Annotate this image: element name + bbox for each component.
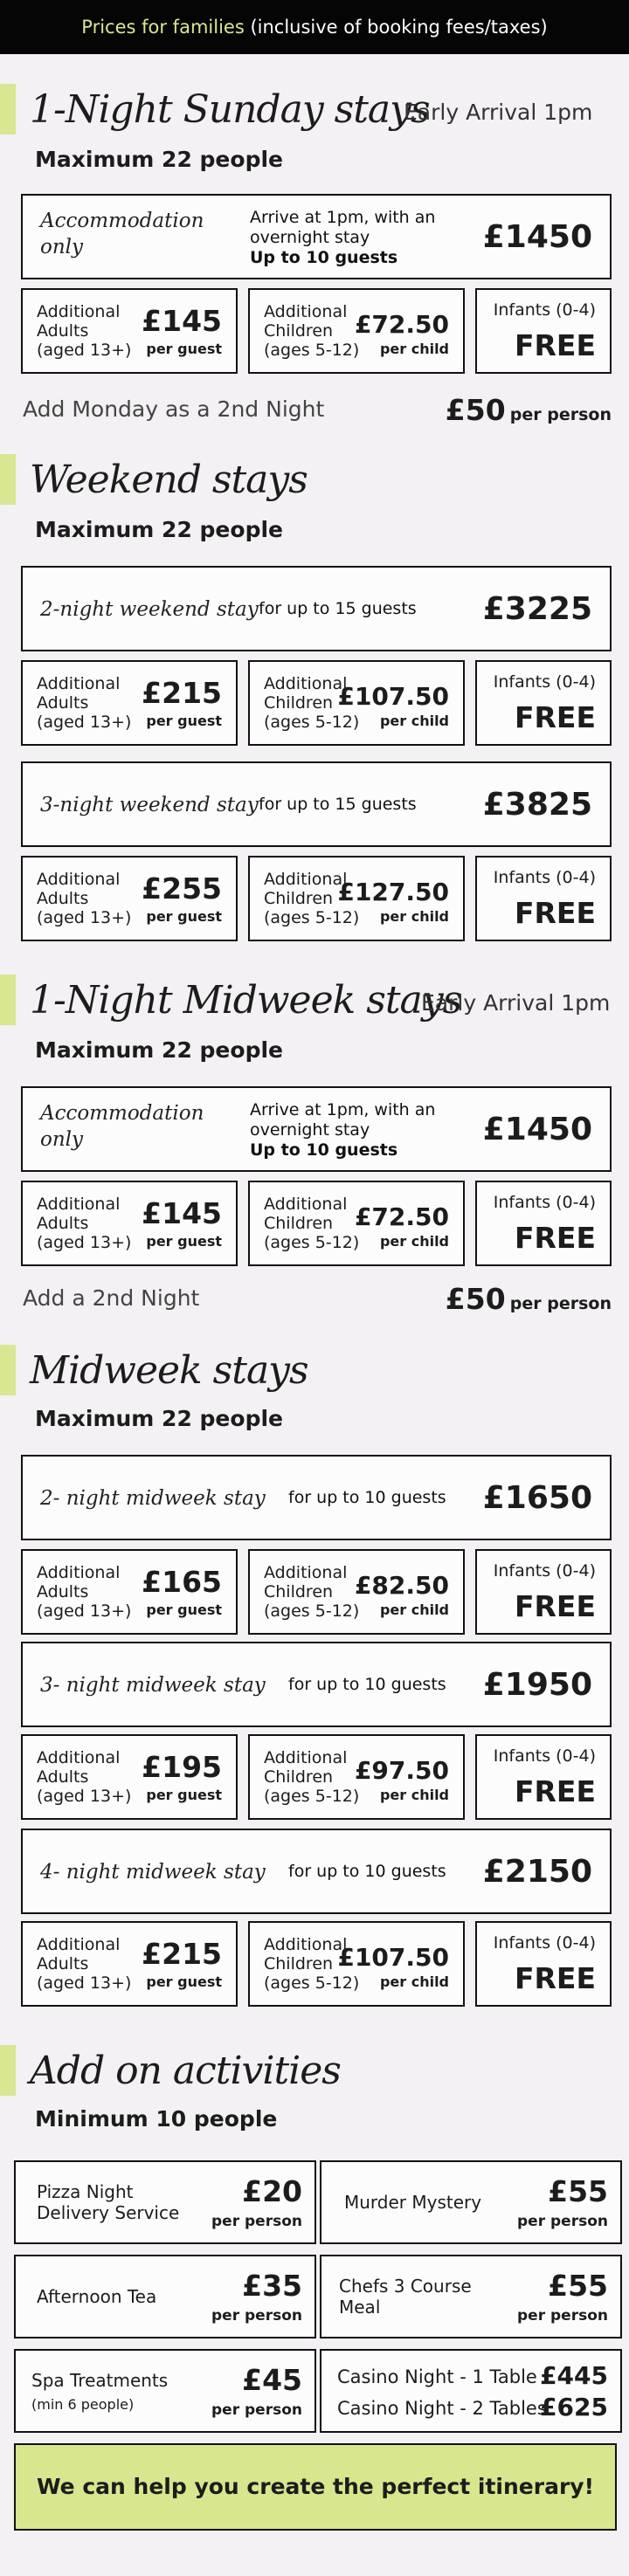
accent-bar [0, 2045, 16, 2096]
activity-unit: per person [517, 2307, 608, 2325]
desc-line: overnight stay [250, 228, 370, 247]
children-price: £72.50 [354, 1202, 449, 1231]
children-unit: per child [379, 713, 449, 729]
children-price-card [248, 1181, 465, 1266]
activity-price: £35 [242, 2269, 302, 2303]
adults-price-card [21, 856, 238, 941]
children-price-card [248, 1921, 465, 2007]
children-price: £72.50 [354, 310, 449, 339]
itinerary-cta-banner[interactable]: We can help you create the perfect itinerary! [14, 2443, 617, 2531]
infants-price: FREE [514, 700, 596, 734]
casino-row-2 [337, 2393, 608, 2421]
adults-price-card [21, 660, 238, 746]
activity-label: Chefs 3 Course Meal [339, 2276, 472, 2318]
stay-price: £2150 [482, 1854, 592, 1890]
stay-card [21, 1086, 612, 1172]
children-unit: per child [379, 908, 449, 925]
children-label: Additional Children (ages 5-12) [264, 870, 360, 927]
children-label: Additional Children (ages 5-12) [264, 1195, 360, 1252]
activity-price: £20 [242, 2174, 302, 2208]
adults-price-card [21, 1734, 238, 1820]
activity-label: Murder Mystery [344, 2192, 482, 2213]
activity-price: £45 [242, 2363, 302, 2397]
stay-price: £1450 [482, 1112, 592, 1147]
adults-label: Additional Adults (aged 13+) [37, 1935, 132, 1993]
infants-label: Infants (0-4) [493, 868, 596, 887]
stay-card [21, 1642, 612, 1727]
adults-label: Additional Adults (aged 13+) [37, 674, 132, 732]
section-subheading: Early Arrival 1pm [404, 100, 593, 125]
adults-label: Additional Adults (aged 13+) [37, 870, 132, 927]
addon-unit: per person [509, 405, 612, 424]
adults-price-card [21, 1181, 238, 1266]
infants-price: FREE [514, 1961, 596, 1995]
children-price: £107.50 [337, 1943, 449, 1972]
children-unit: per child [379, 1787, 449, 1803]
adults-price-card [21, 1549, 238, 1635]
section-heading: 1-Night Sunday stays [30, 87, 430, 132]
casino-label: Casino Night - 1 Table [337, 2366, 537, 2387]
adults-label: Additional Adults (aged 13+) [37, 1195, 132, 1252]
section-title-weekend [0, 454, 629, 506]
activity-unit: per person [211, 2401, 302, 2419]
section-heading: Add on activities [30, 2049, 341, 2093]
capacity-text: Minimum 10 people [35, 2106, 278, 2132]
children-price-card [248, 1734, 465, 1820]
desc-line: overnight stay [250, 1120, 370, 1140]
stay-description [250, 208, 435, 268]
infants-label: Infants (0-4) [493, 1933, 596, 1953]
infants-price-card [475, 1734, 612, 1820]
children-unit: per child [379, 1601, 449, 1618]
children-unit: per child [379, 1233, 449, 1250]
stay-description: for up to 10 guests [288, 1488, 446, 1507]
activity-label: Pizza Night Delivery Service [37, 2181, 180, 2223]
children-price-card [248, 1549, 465, 1635]
accent-bar [0, 1345, 16, 1395]
children-price-card [248, 660, 465, 746]
adults-label: Additional Adults (aged 13+) [37, 1563, 132, 1621]
adults-unit: per guest [146, 908, 222, 925]
infants-price-card [475, 1549, 612, 1635]
adults-price: £165 [142, 1565, 222, 1599]
activity-unit: per person [211, 2213, 302, 2230]
adults-unit: per guest [146, 1787, 222, 1803]
children-label: Additional Children (ages 5-12) [264, 302, 360, 360]
capacity-text: Maximum 22 people [35, 517, 283, 542]
activity-casino-card [320, 2349, 622, 2433]
infants-price-card [475, 1181, 612, 1266]
adults-price: £145 [142, 1196, 222, 1230]
activity-label: Spa Treatments (min 6 people) [31, 2370, 168, 2415]
adults-price: £215 [142, 676, 222, 710]
adults-unit: per guest [146, 1233, 222, 1250]
infants-price: FREE [514, 896, 596, 930]
addon-line [23, 393, 612, 427]
activity-chefs-meal-card [320, 2255, 622, 2338]
stay-name: 2-night weekend stay [40, 598, 259, 621]
infants-price: FREE [514, 1774, 596, 1808]
infants-label: Infants (0-4) [493, 672, 596, 692]
stay-name [40, 208, 204, 260]
capacity-text: Maximum 22 people [35, 1406, 283, 1431]
activity-pizza-card [14, 2160, 316, 2244]
children-price: £107.50 [337, 682, 449, 711]
infants-price-card [475, 660, 612, 746]
stay-name-text: Accommodation only [40, 1102, 204, 1151]
guest-limit: Up to 10 guests [250, 1140, 398, 1160]
adults-price: £255 [142, 871, 222, 906]
casino-label: Casino Night - 2 Tables [337, 2398, 547, 2419]
activity-price: £55 [548, 2174, 608, 2208]
infants-price: FREE [514, 328, 596, 362]
children-price: £97.50 [354, 1756, 449, 1785]
infants-price: FREE [514, 1221, 596, 1255]
infants-price: FREE [514, 1589, 596, 1623]
stay-name: 4- night midweek stay [40, 1861, 266, 1884]
addon-unit: per person [509, 1294, 612, 1313]
stay-description: for up to 15 guests [259, 795, 417, 814]
activity-label: Afternoon Tea [37, 2286, 157, 2307]
addon-text: Add a 2nd Night [23, 1285, 200, 1311]
activity-unit: per person [517, 2213, 608, 2230]
casino-row-1 [337, 2361, 608, 2389]
activity-spa-card [14, 2349, 316, 2433]
adults-price: £195 [142, 1750, 222, 1784]
accent-bar [0, 975, 16, 1025]
guest-limit: Up to 10 guests [250, 248, 398, 267]
children-price: £82.50 [354, 1571, 449, 1600]
activity-afternoon-tea-card [14, 2255, 316, 2338]
stay-name [40, 1100, 204, 1153]
desc-line: Arrive at 1pm, with an [250, 1100, 436, 1119]
infants-label: Infants (0-4) [493, 300, 596, 320]
children-label: Additional Children (ages 5-12) [264, 1748, 360, 1806]
stay-description: for up to 10 guests [288, 1675, 446, 1694]
casino-price: £625 [540, 2393, 608, 2421]
section-title-activities [0, 2045, 629, 2097]
addon-amount: £50 [445, 393, 506, 427]
children-label: Additional Children (ages 5-12) [264, 674, 360, 732]
stay-card [21, 1455, 612, 1540]
activity-murder-mystery-card [320, 2160, 622, 2244]
section-subheading: Early Arrival 1pm [421, 990, 611, 1016]
stay-card [21, 566, 612, 651]
section-heading: Midweek stays [30, 1348, 308, 1393]
capacity-text: Maximum 22 people [35, 1037, 283, 1063]
stay-price: £3225 [482, 591, 592, 627]
stay-name: 3-night weekend stay [40, 794, 259, 816]
adults-price: £215 [142, 1937, 222, 1971]
capacity-text: Maximum 22 people [35, 147, 283, 172]
section-heading: Weekend stays [30, 458, 308, 502]
adults-unit: per guest [146, 341, 222, 357]
adults-label: Additional Adults (aged 13+) [37, 302, 132, 360]
stay-name-text: Accommodation only [40, 210, 204, 258]
infants-price-card [475, 1921, 612, 2007]
addon-line [23, 1282, 612, 1316]
children-price-card [248, 288, 465, 374]
stay-price: £1950 [482, 1667, 592, 1703]
stay-description [250, 1100, 435, 1161]
activity-price: £55 [548, 2269, 608, 2303]
addon-price [446, 393, 612, 427]
stay-name: 2- night midweek stay [40, 1487, 266, 1510]
adults-price-card [21, 1921, 238, 2007]
stay-price: £1450 [482, 219, 592, 255]
activity-note: (min 6 people) [31, 2396, 135, 2413]
stay-card [21, 1829, 612, 1914]
adults-price-card [21, 288, 238, 374]
children-unit: per child [379, 341, 449, 357]
header-text: (inclusive of booking fees/taxes) [244, 17, 548, 38]
stay-price: £3825 [482, 787, 592, 823]
children-price: £127.50 [337, 878, 449, 906]
children-label: Additional Children (ages 5-12) [264, 1563, 360, 1621]
desc-line: Arrive at 1pm, with an [250, 208, 436, 227]
infants-price-card [475, 288, 612, 374]
accent-bar [0, 84, 16, 134]
activity-unit: per person [211, 2307, 302, 2325]
infants-label: Infants (0-4) [493, 1746, 596, 1766]
adults-unit: per guest [146, 1601, 222, 1618]
infants-label: Infants (0-4) [493, 1561, 596, 1581]
stay-card [21, 194, 612, 279]
header-highlight: Prices for families [81, 17, 245, 38]
adults-label: Additional Adults (aged 13+) [37, 1748, 132, 1806]
section-title-midweek [0, 1345, 629, 1397]
adults-unit: per guest [146, 1973, 222, 1990]
infants-price-card [475, 856, 612, 941]
stay-name: 3- night midweek stay [40, 1674, 266, 1697]
children-label: Additional Children (ages 5-12) [264, 1935, 360, 1993]
casino-price: £445 [540, 2361, 608, 2390]
stay-price: £1650 [482, 1480, 592, 1516]
addon-price [446, 1282, 612, 1316]
section-heading: 1-Night Midweek stays [30, 978, 462, 1023]
addon-amount: £50 [445, 1282, 506, 1316]
accent-bar [0, 454, 16, 505]
section-title-sunday [0, 84, 629, 136]
stay-description: for up to 15 guests [259, 599, 417, 618]
stay-description: for up to 10 guests [288, 1862, 446, 1881]
stay-card [21, 761, 612, 847]
children-price-card [248, 856, 465, 941]
adults-price: £145 [142, 304, 222, 338]
adults-unit: per guest [146, 713, 222, 729]
children-unit: per child [379, 1973, 449, 1990]
addon-text: Add Monday as a 2nd Night [23, 396, 325, 422]
price-header-banner [0, 0, 629, 54]
infants-label: Infants (0-4) [493, 1193, 596, 1212]
section-title-midweek-one [0, 975, 629, 1027]
